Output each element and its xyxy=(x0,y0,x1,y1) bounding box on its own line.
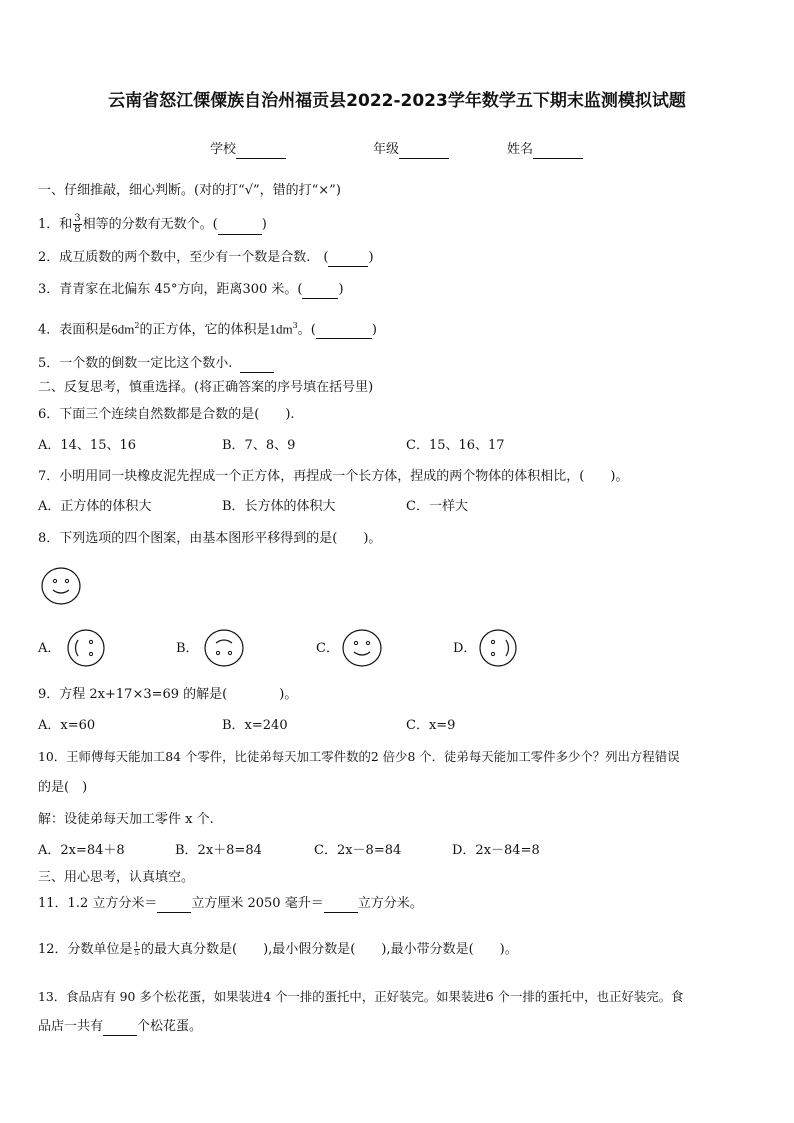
q1-number: 1． xyxy=(38,217,60,232)
question-13-line1: 13．食品店有 90 多个松花蛋，如果装进4 个一排的蛋托中，正好装完。如果装进6 个一排的蛋托中，也正好装完。食 xyxy=(38,989,684,1004)
q8-option-b-label[interactable]: B． xyxy=(176,641,199,656)
question-9: 9．方程 2x+17×3=69 的解是( )。 xyxy=(38,687,298,702)
q4-sup2: 3 xyxy=(292,321,298,330)
q6-option-a[interactable]: A．14、15、16 xyxy=(38,438,137,453)
q11-part3: 立方分米。 xyxy=(357,896,423,911)
q11-blank-2[interactable] xyxy=(324,896,358,913)
question-13-line2 xyxy=(38,1019,202,1036)
question-8: 8．下列选项的四个图案，由基本图形平移得到的是( )。 xyxy=(38,531,382,546)
q1-frac-num: 3 xyxy=(74,213,81,224)
q6-option-b[interactable]: B．7、8、9 xyxy=(222,438,296,453)
q1-pre: 和 xyxy=(59,217,73,232)
q4-sup1: 2 xyxy=(134,321,140,330)
q4-answer-blank[interactable] xyxy=(316,322,372,339)
q8-option-d-label[interactable]: D． xyxy=(453,641,477,656)
q5-answer-blank[interactable] xyxy=(240,356,274,373)
q5-text: 5．一个数的倒数一定比这个数小. xyxy=(38,356,233,371)
grade-field[interactable] xyxy=(373,142,449,159)
question-6: 6．下面三个连续自然数都是合数的是( ). xyxy=(38,407,295,422)
question-10-line3: 解：设徒弟每天加工零件 x 个. xyxy=(38,812,214,827)
school-blank[interactable] xyxy=(236,142,286,159)
question-10-line1: 10．王师傅每天能加工84 个零件，比徒弟每天加工零件数的2 倍少8 个．徒弟每天能加工零件多少个？列出方程错误 xyxy=(38,749,680,764)
question-3 xyxy=(38,282,344,299)
q12-fraction xyxy=(134,942,140,957)
question-2 xyxy=(38,250,374,267)
question-1 xyxy=(38,214,267,235)
q13-line2-pre: 品店一共有 xyxy=(38,1019,104,1034)
q11-part1: 11．1.2 立方分米＝ xyxy=(38,896,158,911)
q4-post: 。( xyxy=(297,322,316,338)
grade-label: 年级 xyxy=(373,142,400,157)
q7-option-a[interactable]: A．正方体的体积大 xyxy=(38,499,152,514)
q13-answer-blank[interactable] xyxy=(103,1019,137,1036)
option-a-rotated-smiley-icon[interactable] xyxy=(64,628,108,668)
section1-heading: 一、仔细推敲，细心判断。(对的打“√”，错的打“×”) xyxy=(38,183,341,198)
q3-text: 3．青青家在北偏东 45°方向，距离300 米。( xyxy=(38,282,303,297)
question-10-line2: 的是( ) xyxy=(38,780,88,795)
q4-unit2: 1dm xyxy=(269,321,293,337)
question-7: 7．小明用同一块橡皮泥先捏成一个正方体，再捏成一个长方体，捏成的两个物体的体积相比，( )。 xyxy=(38,469,629,484)
name-field[interactable] xyxy=(507,142,583,159)
q3-close: ) xyxy=(338,282,344,297)
q3-answer-blank[interactable] xyxy=(302,282,338,299)
page-title: 云南省怒江傈僳族自治州福贡县2022-2023学年数学五下期末监测模拟试题 xyxy=(108,91,686,111)
q1-close: ) xyxy=(261,217,267,232)
option-b-upside-down-smiley-icon[interactable] xyxy=(202,628,246,668)
option-c-smiley-icon[interactable] xyxy=(340,628,384,668)
question-4 xyxy=(38,318,377,339)
question-5 xyxy=(38,356,274,373)
q2-text: 2．成互质数的两个数中，至少有一个数是合数. ( xyxy=(38,250,329,265)
option-d-rotated-smiley-icon[interactable] xyxy=(476,628,520,668)
q4-pre: 4．表面积是 xyxy=(38,322,112,338)
q1-answer-blank[interactable] xyxy=(218,216,262,235)
q10-option-c[interactable]: C．2x－8=84 xyxy=(314,843,402,858)
q2-answer-blank[interactable] xyxy=(328,250,368,267)
q12-pre: 12．分数单位是 xyxy=(38,942,133,957)
q13-line2-post: 个松花蛋。 xyxy=(137,1019,203,1034)
q7-option-c[interactable]: C．一样大 xyxy=(406,499,468,514)
name-label: 姓名 xyxy=(507,142,534,157)
q4-close: ) xyxy=(371,322,377,338)
question-12 xyxy=(38,941,518,959)
q8-option-c-label[interactable]: C． xyxy=(316,641,339,656)
name-blank[interactable] xyxy=(533,142,583,159)
question-11 xyxy=(38,896,423,913)
section2-heading: 二、反复思考，慎重选择。(将正确答案的序号填在括号里) xyxy=(38,380,374,395)
q8-option-a-label[interactable]: A． xyxy=(38,641,61,656)
q11-blank-1[interactable] xyxy=(157,896,191,913)
q12-frac-num: 1 xyxy=(134,941,140,949)
q7-option-b[interactable]: B．长方体的体积大 xyxy=(222,499,336,514)
q12-frac-den: 5 xyxy=(134,949,140,957)
q4-unit1: 6dm xyxy=(111,321,135,337)
q1-fraction xyxy=(73,214,81,235)
q2-close: ) xyxy=(368,250,374,265)
grade-blank[interactable] xyxy=(399,142,449,159)
q12-post: 的最大真分数是( ),最小假分数是( ),最小带分数是( )。 xyxy=(141,942,518,957)
q9-option-c[interactable]: C．x=9 xyxy=(406,718,456,733)
q10-option-d[interactable]: D．2x－84=8 xyxy=(452,843,540,858)
q6-option-c[interactable]: C．15、16、17 xyxy=(406,438,505,453)
school-field[interactable] xyxy=(210,142,286,159)
q1-post: 相等的分数有无数个。( xyxy=(82,217,218,232)
q1-frac-den: 8 xyxy=(74,224,81,235)
q4-mid: 的正方体，它的体积是 xyxy=(139,322,270,338)
q9-option-b[interactable]: B．x=240 xyxy=(222,718,288,733)
q10-option-b[interactable]: B．2x＋8=84 xyxy=(175,843,262,858)
q10-option-a[interactable]: A．2x=84＋8 xyxy=(38,843,125,858)
q9-option-a[interactable]: A．x=60 xyxy=(38,718,96,733)
section3-heading: 三、用心思考，认真填空。 xyxy=(38,870,195,885)
school-label: 学校 xyxy=(210,142,237,157)
base-smiley-icon xyxy=(40,566,82,606)
q11-part2: 立方厘米 2050 毫升＝ xyxy=(191,896,324,911)
